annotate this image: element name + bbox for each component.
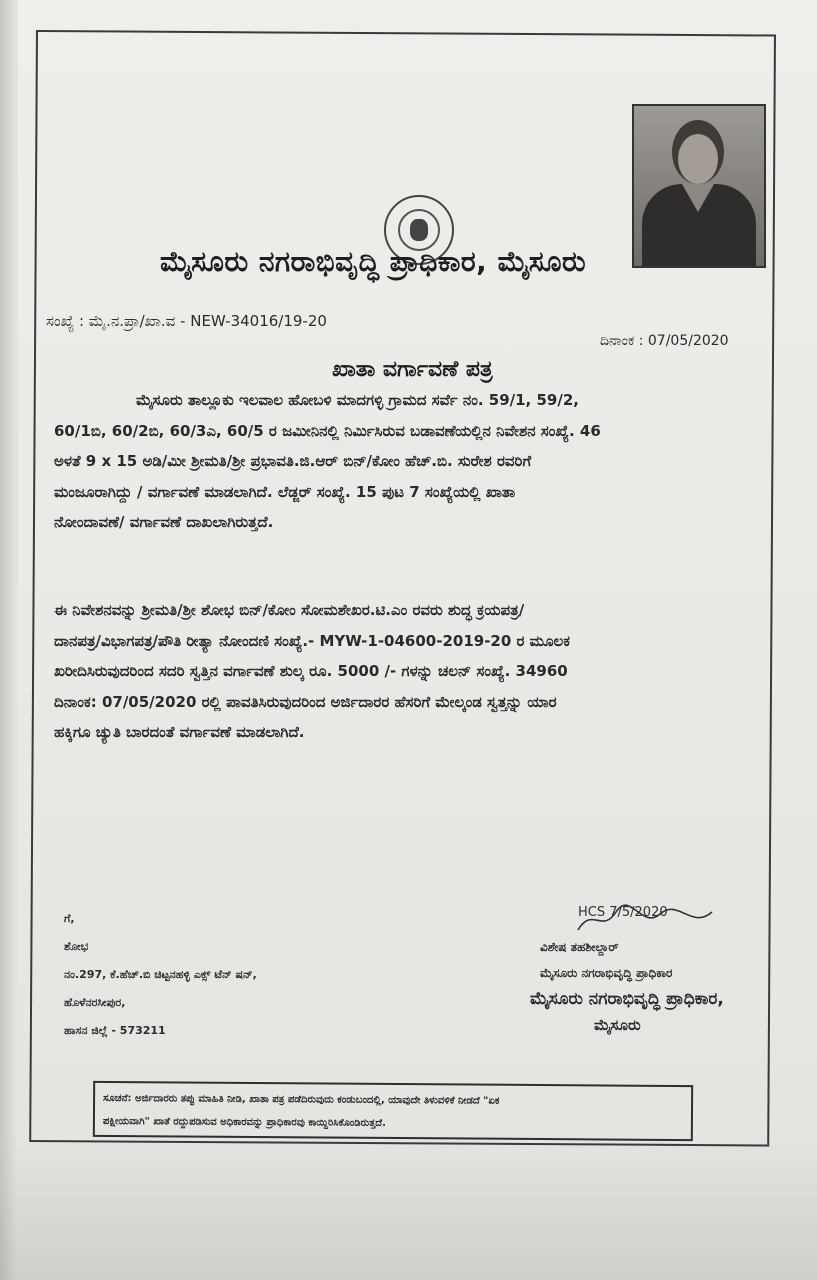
page-edge-shadow — [0, 0, 18, 1280]
signatory-office: ಮೈಸೂರು ನಗರಾಭಿವೃದ್ಧಿ ಪ್ರಾಧಿಕಾರ, — [530, 989, 724, 1009]
paragraph-line — [54, 385, 769, 416]
emblem-core — [410, 219, 428, 241]
reference-number: ಸಂಖ್ಯೆ : ಮೈ.ನ.ಪ್ರಾ/ಖಾ.ವ - NEW-34016/19-20 — [46, 312, 327, 330]
notice-text: ಪಕ್ಷೀಯವಾಗಿ" ಖಾತೆ ರದ್ದುಪಡಿಸುವ ಅಧಿಕಾರವನ್ನು ಪ್ರಾಧಿಕಾರವು ಕಾಯ್ದಿರಿಸಿಕೊಂಡಿರುತ್ತದೆ. — [102, 1115, 386, 1129]
paragraph-line: ದಿನಾಂಕ: 07/05/2020 ರಲ್ಲಿ ಪಾವತಿಸಿರುವುದರಿಂದ ಅರ್ಜಿದಾರರ ಹೆಸರಿಗೆ ಮೇಲ್ಕಂಡ ಸ್ವತ್ತನ್ನು ಯಾರ — [54, 692, 557, 711]
photo-face — [678, 134, 718, 184]
authority-title: ಮೈಸೂರು ನಗರಾಭಿವೃದ್ಧಿ ಪ್ರಾಧಿಕಾರ, ಮೈಸೂರು — [160, 245, 587, 278]
paragraph-line: ಹಕ್ಕಿಗೂ ಚ್ಯುತಿ ಬಾರದಂತೆ ವರ್ಗಾವಣೆ ಮಾಡಲಾಗಿದೆ. — [54, 723, 305, 741]
recipient-name: ಶೋಭ — [64, 940, 89, 953]
signature-initials: HCS 7/5/2020 — [578, 905, 668, 920]
paragraph-line: ಈ ನಿವೇಶನವನ್ನು ಶ್ರೀಮತಿ/ಶ್ರೀ ಶೋಭ ಬಿನ್/ಕೋಂ ಸೋಮಶೇಖರ.ಟಿ.ಎಂ ರವರು ಶುದ್ಧ ಕ್ರಯಪತ್ರ/ — [54, 601, 525, 619]
recipient-address-line: ಹೊಳೆನರಸೀಪುರ, — [64, 996, 126, 1009]
bottom-shadow — [0, 1140, 817, 1280]
paragraph-line: ಮಂಜೂರಾಗಿದ್ದು / ವರ್ಗಾವಣೆ ಮಾಡಲಾಗಿದೆ. ಲೆಡ್ಜರ್ ಸಂಖ್ಯೆ. 15 ಪುಟ 7 ಸಂಖ್ಯೆಯಲ್ಲಿ ಖಾತಾ — [54, 482, 516, 501]
signatory-city: ಮೈಸೂರು — [594, 1016, 641, 1034]
recipient-address-line: ಹಾಸನ ಜಿಲ್ಲೆ - 573211 — [64, 1024, 166, 1037]
paragraph-line: 60/1ಬಿ, 60/2ಬಿ, 60/3ಎ, 60/5 ರ ಜಮೀನಿನಲ್ಲಿ ನಿರ್ಮಿಸಿರುವ ಬಡಾವಣೆಯಲ್ಲಿನ ನಿವೇಶನ ಸಂಖ್ಯೆ. 46 — [54, 421, 601, 440]
notice-text: ಸೂಚನೆ: ಅರ್ಜಿದಾರರು ತಪ್ಪು ಮಾಹಿತಿ ನೀಡಿ, ಖಾತಾ ಪತ್ರ ಪಡೆದಿರುವುದು ಕಂಡುಬಂದಲ್ಲಿ, ಯಾವುದೇ ತಿಳುವಳಿಕೆ ನೀಡದೆ "ಏಕ — [103, 1092, 500, 1107]
paragraph-text: ಮೈಸೂರು ತಾಲ್ಲೂಕು ಇಲವಾಲ ಹೋಬಳಿ ಮಾದಗಳ್ಳಿ ಗ್ರಾಮದ ಸರ್ವೆ ನಂ. 59/1, 59/2, — [136, 391, 579, 409]
paragraph-transfer-details — [54, 595, 774, 748]
notice-box — [93, 1081, 693, 1141]
recipient-address-line: ನಂ.297, ಕೆ.ಹೆಚ್.ಬಿ ಚಿಟ್ಟನಹಳ್ಳಿ ಎಕ್ಸ್ ಟೆನ್ ಷನ್, — [64, 968, 257, 981]
document-subject: ಖಾತಾ ವರ್ಗಾವಣೆ ಪತ್ರ — [332, 357, 493, 382]
recipient-address — [64, 905, 257, 1045]
issue-date: ದಿನಾಂಕ : 07/05/2020 — [600, 333, 729, 349]
paragraph-line: ದಾನಪತ್ರ/ವಿಭಾಗಪತ್ರ/ಪೌತಿ ರೀತ್ಯಾ ನೋಂದಣಿ ಸಂಖ್ಯೆ.- MYW-1-04600-2019-20 ರ ಮೂಲಕ — [54, 631, 570, 650]
paragraph-line: ಖರೀದಿಸಿರುವುದರಿಂದ ಸದರಿ ಸ್ವತ್ತಿನ ವರ್ಗಾವಣೆ ಶುಲ್ಕ ರೂ. 5000 /- ಗಳನ್ನು ಚಲನ್ ಸಂಖ್ಯೆ. 34960 — [54, 662, 568, 680]
signatory-block — [530, 934, 724, 1038]
applicant-photo — [632, 104, 766, 268]
paragraph-line: ನೋಂದಾವಣೆ/ ವರ್ಗಾವಣೆ ದಾಖಲಾಗಿರುತ್ತದೆ. — [54, 513, 274, 531]
signatory-office-stamp: ಮೈಸೂರು ನಗರಾಭಿವೃದ್ಧಿ ಪ್ರಾಧಿಕಾರ — [540, 966, 673, 980]
signatory-designation: ವಿಶೇಷ ತಹಶೀಲ್ದಾರ್ — [540, 940, 619, 954]
paragraph-line: ಅಳತೆ 9 x 15 ಅಡಿ/ಮೀ ಶ್ರೀಮತಿ/ಶ್ರೀ ಪ್ರಭಾವತಿ.ಜಿ.ಆರ್ ಬಿನ್/ಕೋಂ ಹೆಚ್.ಬಿ. ಸುರೇಶ ರವರಿಗೆ — [54, 452, 532, 470]
paragraph-khata-details — [54, 385, 769, 538]
recipient-salutation: ಗೆ, — [64, 912, 75, 925]
